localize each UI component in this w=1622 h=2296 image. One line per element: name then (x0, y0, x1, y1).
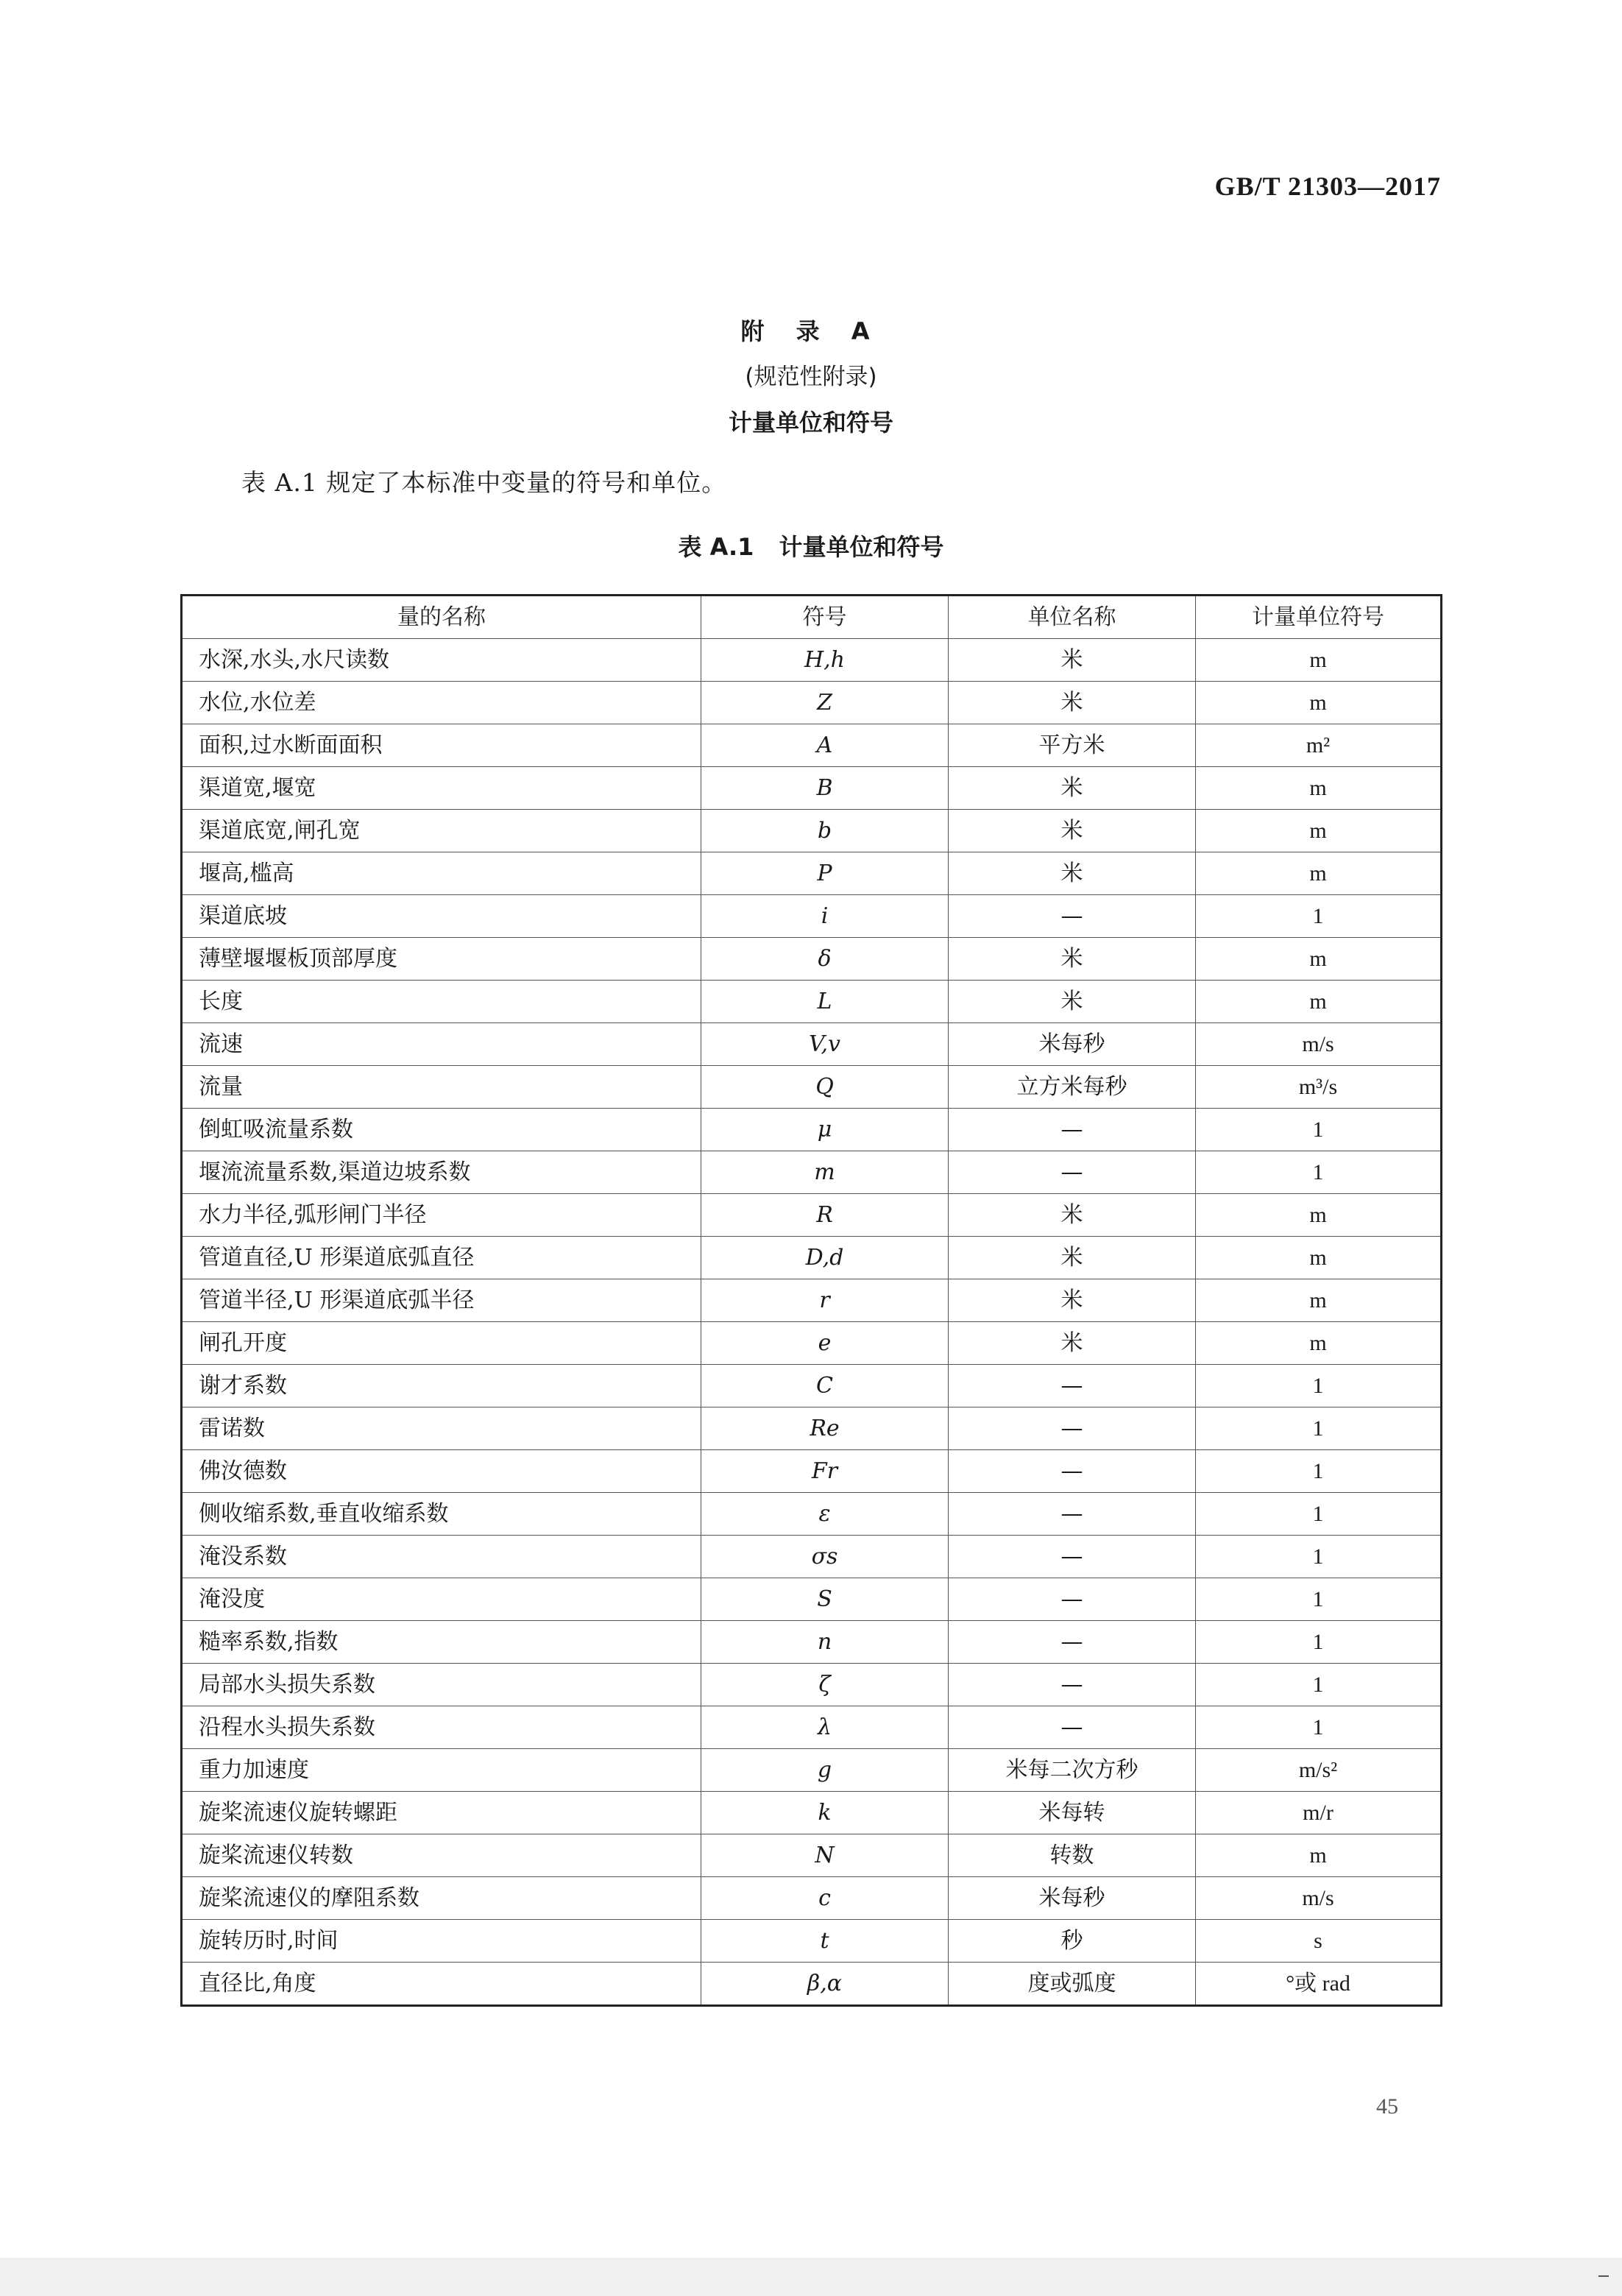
cell-quantity-name: 旋桨流速仪旋转螺距 (182, 1792, 701, 1834)
cell-symbol: B (701, 767, 949, 810)
cell-unit-symbol: 1 (1196, 1536, 1442, 1578)
cell-quantity-name: 流速 (182, 1023, 701, 1066)
cell-symbol: σs (701, 1536, 949, 1578)
table-row (182, 1194, 1442, 1237)
cell-symbol: N (701, 1834, 949, 1877)
cell-unit-symbol: m (1196, 767, 1442, 810)
table-row (182, 1621, 1442, 1664)
table-row (182, 1963, 1442, 2006)
cell-quantity-name: 糙率系数,指数 (182, 1621, 701, 1664)
table-row (182, 1023, 1442, 1066)
appendix-name: 计量单位和符号 (728, 409, 893, 437)
cell-unit-symbol: 1 (1196, 1621, 1442, 1664)
cell-unit-name: 米 (949, 1194, 1196, 1237)
cell-quantity-name: 水力半径,弧形闸门半径 (182, 1194, 701, 1237)
cell-unit-symbol: 1 (1196, 1578, 1442, 1621)
cell-unit-symbol: m (1196, 1237, 1442, 1279)
cell-symbol: β,α (701, 1963, 949, 2006)
table-row (182, 981, 1442, 1023)
cell-unit-symbol: m (1196, 1834, 1442, 1877)
cell-quantity-name: 长度 (182, 981, 701, 1023)
cell-unit-name: 转数 (949, 1834, 1196, 1877)
column-header: 计量单位符号 (1196, 596, 1442, 639)
cell-quantity-name: 旋转历时,时间 (182, 1920, 701, 1963)
cell-symbol: t (701, 1920, 949, 1963)
cell-quantity-name: 直径比,角度 (182, 1963, 701, 2006)
page-number: 45 (1376, 2094, 1398, 2119)
cell-symbol: g (701, 1749, 949, 1792)
cell-quantity-name: 渠道底宽,闸孔宽 (182, 810, 701, 852)
table-row (182, 1792, 1442, 1834)
cell-symbol: V,v (701, 1023, 949, 1066)
cell-symbol: e (701, 1322, 949, 1365)
cell-unit-name: 度或弧度 (949, 1963, 1196, 2006)
cell-quantity-name: 管道直径,U 形渠道底弧直径 (182, 1237, 701, 1279)
cell-unit-symbol: m³/s (1196, 1066, 1442, 1109)
table-row (182, 1493, 1442, 1536)
table-caption-number: 表 A.1 (678, 533, 754, 561)
cell-symbol: m (701, 1151, 949, 1194)
cell-unit-name: 米 (949, 1322, 1196, 1365)
cell-quantity-name: 倒虹吸流量系数 (182, 1109, 701, 1151)
standard-code: GB/T 21303—2017 (1214, 172, 1441, 201)
cell-unit-symbol: m (1196, 1279, 1442, 1322)
cell-unit-name: — (949, 1407, 1196, 1450)
cell-quantity-name: 淹没系数 (182, 1536, 701, 1578)
cell-symbol: L (701, 981, 949, 1023)
cell-unit-symbol: m (1196, 938, 1442, 981)
table-body (182, 639, 1442, 2006)
cell-symbol: D,d (701, 1237, 949, 1279)
cell-unit-name: 米 (949, 682, 1196, 724)
cell-quantity-name: 水位,水位差 (182, 682, 701, 724)
cell-unit-symbol: m (1196, 981, 1442, 1023)
table-row (182, 1536, 1442, 1578)
cell-quantity-name: 淹没度 (182, 1578, 701, 1621)
table-row (182, 1322, 1442, 1365)
cell-unit-symbol: m/s (1196, 1023, 1442, 1066)
cell-unit-name: 米每转 (949, 1792, 1196, 1834)
table-row (182, 639, 1442, 682)
cell-quantity-name: 管道半径,U 形渠道底弧半径 (182, 1279, 701, 1322)
minimize-icon[interactable] (1598, 2275, 1609, 2277)
cell-unit-name: — (949, 1151, 1196, 1194)
cell-symbol: c (701, 1877, 949, 1920)
table-row (182, 1877, 1442, 1920)
cell-unit-name: 米 (949, 639, 1196, 682)
cell-unit-name: 米 (949, 1279, 1196, 1322)
table-row (182, 1834, 1442, 1877)
cell-unit-symbol: 1 (1196, 1664, 1442, 1706)
cell-unit-symbol: 1 (1196, 1365, 1442, 1407)
table-row (182, 682, 1442, 724)
cell-unit-symbol: m (1196, 852, 1442, 895)
cell-symbol: n (701, 1621, 949, 1664)
cell-unit-name: — (949, 1493, 1196, 1536)
cell-quantity-name: 侧收缩系数,垂直收缩系数 (182, 1493, 701, 1536)
table-row (182, 724, 1442, 767)
cell-quantity-name: 旋桨流速仪的摩阻系数 (182, 1877, 701, 1920)
cell-unit-symbol: m/s (1196, 1877, 1442, 1920)
cell-quantity-name: 佛汝德数 (182, 1450, 701, 1493)
table-caption (0, 529, 1622, 562)
table-row (182, 938, 1442, 981)
intro-text: 表 A.1 规定了本标准中变量的符号和单位。 (241, 468, 727, 497)
table-row (182, 1664, 1442, 1706)
cell-unit-symbol: m/r (1196, 1792, 1442, 1834)
cell-unit-symbol: 1 (1196, 1493, 1442, 1536)
table-row (182, 1279, 1442, 1322)
cell-symbol: ζ (701, 1664, 949, 1706)
table-row (182, 1151, 1442, 1194)
cell-symbol: Q (701, 1066, 949, 1109)
cell-symbol: A (701, 724, 949, 767)
cell-unit-name: 米每秒 (949, 1877, 1196, 1920)
table-row (182, 1450, 1442, 1493)
cell-symbol: Fr (701, 1450, 949, 1493)
cell-unit-name: 米每二次方秒 (949, 1749, 1196, 1792)
cell-symbol: Re (701, 1407, 949, 1450)
cell-quantity-name: 水深,水头,水尺读数 (182, 639, 701, 682)
cell-unit-symbol: m² (1196, 724, 1442, 767)
table-row (182, 852, 1442, 895)
units-table (180, 594, 1442, 2007)
cell-unit-name: — (949, 1578, 1196, 1621)
cell-unit-name: 米 (949, 938, 1196, 981)
cell-quantity-name: 沿程水头损失系数 (182, 1706, 701, 1749)
cell-symbol: ε (701, 1493, 949, 1536)
cell-quantity-name: 堰流流量系数,渠道边坡系数 (182, 1151, 701, 1194)
cell-unit-name: 米每秒 (949, 1023, 1196, 1066)
cell-unit-name: — (949, 1450, 1196, 1493)
cell-symbol: P (701, 852, 949, 895)
cell-quantity-name: 薄壁堰堰板顶部厚度 (182, 938, 701, 981)
cell-quantity-name: 面积,过水断面面积 (182, 724, 701, 767)
cell-unit-name: — (949, 1365, 1196, 1407)
column-header: 量的名称 (182, 596, 701, 639)
viewer-bottom-strip (0, 2258, 1622, 2296)
table-row (182, 895, 1442, 938)
cell-unit-name: 米 (949, 981, 1196, 1023)
cell-quantity-name: 渠道宽,堰宽 (182, 767, 701, 810)
cell-unit-symbol: °或 rad (1196, 1963, 1442, 2006)
cell-unit-name: 米 (949, 852, 1196, 895)
cell-symbol: k (701, 1792, 949, 1834)
table-row (182, 1407, 1442, 1450)
cell-unit-symbol: 1 (1196, 895, 1442, 938)
cell-symbol: H,h (701, 639, 949, 682)
cell-unit-name: — (949, 1664, 1196, 1706)
table-row (182, 1365, 1442, 1407)
cell-unit-symbol: m (1196, 1194, 1442, 1237)
cell-unit-symbol: 1 (1196, 1407, 1442, 1450)
cell-symbol: i (701, 895, 949, 938)
table-caption-title: 计量单位和符号 (779, 533, 944, 561)
appendix-title: 附 录 A (740, 317, 882, 345)
cell-unit-symbol: 1 (1196, 1450, 1442, 1493)
cell-unit-name: 立方米每秒 (949, 1066, 1196, 1109)
table-row (182, 1066, 1442, 1109)
cell-unit-name: 米 (949, 767, 1196, 810)
cell-symbol: Z (701, 682, 949, 724)
cell-symbol: S (701, 1578, 949, 1621)
cell-symbol: λ (701, 1706, 949, 1749)
table-row (182, 1749, 1442, 1792)
cell-quantity-name: 闸孔开度 (182, 1322, 701, 1365)
cell-unit-name: — (949, 1621, 1196, 1664)
cell-quantity-name: 堰高,槛高 (182, 852, 701, 895)
table-row (182, 1109, 1442, 1151)
cell-unit-symbol: m (1196, 639, 1442, 682)
cell-unit-symbol: s (1196, 1920, 1442, 1963)
appendix-subtitle: (规范性附录) (745, 364, 877, 390)
cell-unit-name: 米 (949, 810, 1196, 852)
table-row (182, 1237, 1442, 1279)
appendix-heading (0, 309, 1622, 445)
cell-quantity-name: 雷诺数 (182, 1407, 701, 1450)
cell-quantity-name: 局部水头损失系数 (182, 1664, 701, 1706)
table-row (182, 810, 1442, 852)
cell-unit-name: — (949, 1536, 1196, 1578)
cell-quantity-name: 谢才系数 (182, 1365, 701, 1407)
cell-symbol: R (701, 1194, 949, 1237)
cell-unit-symbol: 1 (1196, 1151, 1442, 1194)
cell-unit-symbol: m/s² (1196, 1749, 1442, 1792)
cell-symbol: b (701, 810, 949, 852)
cell-unit-symbol: 1 (1196, 1706, 1442, 1749)
cell-unit-name: 米 (949, 1237, 1196, 1279)
cell-symbol: r (701, 1279, 949, 1322)
cell-quantity-name: 旋桨流速仪转数 (182, 1834, 701, 1877)
cell-unit-symbol: m (1196, 1322, 1442, 1365)
table-row (182, 767, 1442, 810)
cell-quantity-name: 流量 (182, 1066, 701, 1109)
cell-symbol: μ (701, 1109, 949, 1151)
cell-quantity-name: 重力加速度 (182, 1749, 701, 1792)
table-row (182, 1578, 1442, 1621)
cell-unit-name: 秒 (949, 1920, 1196, 1963)
cell-unit-symbol: m (1196, 810, 1442, 852)
cell-unit-name: — (949, 1706, 1196, 1749)
cell-unit-symbol: m (1196, 682, 1442, 724)
cell-unit-name: — (949, 895, 1196, 938)
cell-unit-name: 平方米 (949, 724, 1196, 767)
table-row (182, 1706, 1442, 1749)
table-header-row (182, 596, 1442, 639)
cell-symbol: C (701, 1365, 949, 1407)
cell-quantity-name: 渠道底坡 (182, 895, 701, 938)
cell-unit-name: — (949, 1109, 1196, 1151)
cell-symbol: δ (701, 938, 949, 981)
column-header: 符号 (701, 596, 949, 639)
column-header: 单位名称 (949, 596, 1196, 639)
cell-unit-symbol: 1 (1196, 1109, 1442, 1151)
table-row (182, 1920, 1442, 1963)
